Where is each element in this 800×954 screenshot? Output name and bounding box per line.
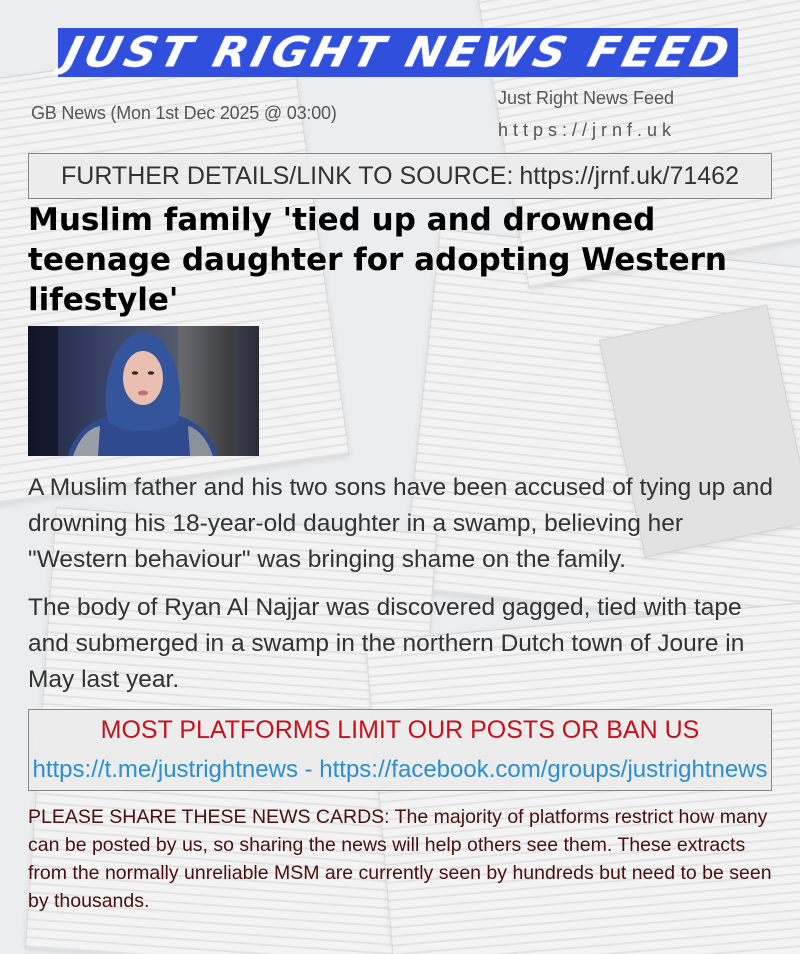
social-links[interactable]: https://t.me/justrightnews - https://facebook.com/groups/justrightnews [32, 756, 768, 783]
banner-title: JUST RIGHT NEWS FEED [58, 28, 738, 77]
platform-notice-title: MOST PLATFORMS LIMIT OUR POSTS OR BAN US [100, 716, 700, 744]
source-link-url[interactable]: https://jrnf.uk/71462 [519, 161, 739, 190]
article-paragraph: A Muslim father and his two sons have been accused of tying up and drowning his 18-year-old daughter in a swamp, believing her "Western behaviour" was bringing shame on the family. [28, 474, 773, 573]
article-photo [28, 326, 259, 456]
article-paragraph: The body of Ryan Al Najjar was discovered gagged, tied with tape and submerged in a swamp in the northern Dutch town of Joure in May last year. [28, 594, 745, 693]
brand-url[interactable]: https://jrnf.uk [498, 120, 677, 140]
woman-in-hijab-image [28, 326, 259, 456]
share-notice: PLEASE SHARE THESE NEWS CARDS: The majority of platforms restrict how many can be posted by us, so sharing the news will help others see them. These extracts from the normally unreliable MSM are currently seen by hundreds but need to be seen by thousands. [28, 806, 772, 912]
source-link-label: FURTHER DETAILS/LINK TO SOURCE: [61, 161, 514, 190]
brand-name: Just Right News Feed [498, 88, 675, 108]
article-body [28, 470, 776, 710]
source-and-date: GB News (Mon 1st Dec 2025 @ 03:00) [31, 103, 337, 123]
platform-notice-box [28, 709, 772, 791]
site-banner [58, 28, 738, 77]
source-link-box [28, 153, 772, 199]
article-headline: Muslim family 'tied up and drowned teenage daughter for adopting Western lifestyle' [28, 202, 727, 318]
